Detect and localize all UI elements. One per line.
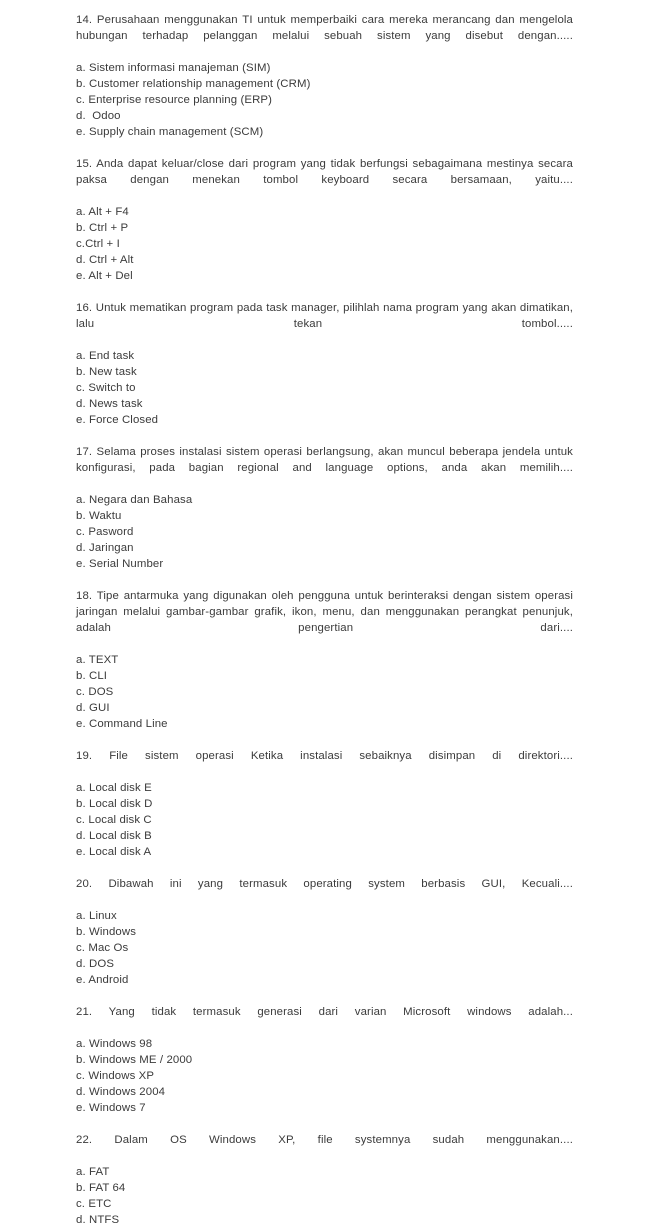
question-stem: 22. Dalam OS Windows XP, file systemnya sudah menggunakan.... — [76, 1134, 573, 1146]
option-list — [76, 492, 573, 572]
question-block — [76, 156, 573, 284]
option-item[interactable]: e. Windows 7 — [76, 1102, 146, 1114]
option-item[interactable]: e. Alt + Del — [76, 270, 133, 282]
option-item[interactable]: e. Command Line — [76, 718, 168, 730]
option-list — [76, 780, 573, 860]
question-stem: 21. Yang tidak termasuk generasi dari varian Microsoft windows adalah... — [76, 1006, 573, 1018]
option-item[interactable]: b. FAT 64 — [76, 1182, 126, 1194]
option-list — [76, 1036, 573, 1116]
option-item[interactable]: c. ETC — [76, 1198, 112, 1210]
option-item[interactable]: d. Local disk B — [76, 830, 152, 842]
option-item[interactable]: b. New task — [76, 366, 137, 378]
option-item[interactable]: d. NTFS — [76, 1214, 120, 1226]
option-item[interactable]: c.Ctrl + I — [76, 238, 120, 250]
option-item[interactable]: d. DOS — [76, 958, 115, 970]
option-item[interactable]: a. TEXT — [76, 654, 119, 666]
option-item[interactable]: c. Pasword — [76, 526, 134, 538]
option-item[interactable]: a. Local disk E — [76, 782, 152, 794]
option-list — [76, 60, 573, 140]
question-list — [76, 12, 573, 1228]
option-item[interactable]: e. Serial Number — [76, 558, 164, 570]
question-stem: 15. Anda dapat keluar/close dari program yang tidak berfungsi sebagaimana mestinya secara paksa dengan menekan tombol keyboard secara bersamaan, yaitu.... — [76, 158, 573, 186]
option-item[interactable]: b. Waktu — [76, 510, 122, 522]
option-item[interactable]: a. Windows 98 — [76, 1038, 153, 1050]
option-item[interactable]: e. Force Closed — [76, 414, 159, 426]
question-stem: 19. File sistem operasi Ketika instalasi sebaiknya disimpan di direktori.... — [76, 750, 573, 762]
option-item[interactable]: e. Local disk A — [76, 846, 152, 858]
question-stem: 17. Selama proses instalasi sistem operasi berlangsung, akan muncul beberapa jendela untuk konfigurasi, pada bagian regional and language options, anda akan memilih.... — [76, 446, 573, 474]
question-block — [76, 1004, 573, 1116]
option-item[interactable]: a. Sistem informasi manajeman (SIM) — [76, 62, 271, 74]
option-item[interactable]: c. Enterprise resource planning (ERP) — [76, 94, 273, 106]
option-item[interactable]: d. Ctrl + Alt — [76, 254, 134, 266]
option-list — [76, 908, 573, 988]
option-list — [76, 652, 573, 732]
option-item[interactable]: c. Windows XP — [76, 1070, 155, 1082]
option-list — [76, 1164, 573, 1228]
option-item[interactable]: a. End task — [76, 350, 135, 362]
option-item[interactable]: d. Odoo — [76, 110, 121, 122]
option-item[interactable]: a. Linux — [76, 910, 117, 922]
option-item[interactable]: a. Negara dan Bahasa — [76, 494, 193, 506]
option-item[interactable]: c. Switch to — [76, 382, 136, 394]
option-item[interactable]: a. Alt + F4 — [76, 206, 129, 218]
question-stem: 14. Perusahaan menggunakan TI untuk memperbaiki cara mereka merancang dan mengelola hubungan terhadap pelanggan melalui sebuah sistem yang disebut dengan..... — [76, 14, 573, 42]
option-item[interactable]: b. Windows ME / 2000 — [76, 1054, 193, 1066]
option-item[interactable]: b. Customer relationship management (CRM) — [76, 78, 311, 90]
option-item[interactable]: a. FAT — [76, 1166, 110, 1178]
question-block — [76, 876, 573, 988]
option-item[interactable]: d. Jaringan — [76, 542, 134, 554]
question-stem: 20. Dibawah ini yang termasuk operating system berbasis GUI, Kecuali.... — [76, 878, 573, 890]
option-list — [76, 348, 573, 428]
option-item[interactable]: b. Local disk D — [76, 798, 153, 810]
question-block — [76, 300, 573, 428]
option-item[interactable]: d. Windows 2004 — [76, 1086, 166, 1098]
option-list — [76, 204, 573, 284]
question-stem: 18. Tipe antarmuka yang digunakan oleh pengguna untuk berinteraksi dengan sistem operasi jaringan melalui gambar-gambar grafik, ikon, menu, dan menggunakan perangkat penunjuk, adalah pengertian dari.... — [76, 590, 573, 634]
question-block — [76, 588, 573, 732]
question-block — [76, 748, 573, 860]
option-item[interactable]: b. Windows — [76, 926, 137, 938]
option-item[interactable]: c. Mac Os — [76, 942, 129, 954]
option-item[interactable]: e. Supply chain management (SCM) — [76, 126, 264, 138]
option-item[interactable]: c. Local disk C — [76, 814, 152, 826]
option-item[interactable]: d. GUI — [76, 702, 110, 714]
question-stem: 16. Untuk mematikan program pada task manager, pilihlah nama program yang akan dimatikan, lalu tekan tombol..... — [76, 302, 573, 330]
option-item[interactable]: c. DOS — [76, 686, 114, 698]
question-block — [76, 444, 573, 572]
question-block — [76, 12, 573, 140]
option-item[interactable]: d. News task — [76, 398, 143, 410]
question-block — [76, 1132, 573, 1228]
option-item[interactable]: b. Ctrl + P — [76, 222, 129, 234]
option-item[interactable]: e. Android — [76, 974, 129, 986]
option-item[interactable]: b. CLI — [76, 670, 108, 682]
